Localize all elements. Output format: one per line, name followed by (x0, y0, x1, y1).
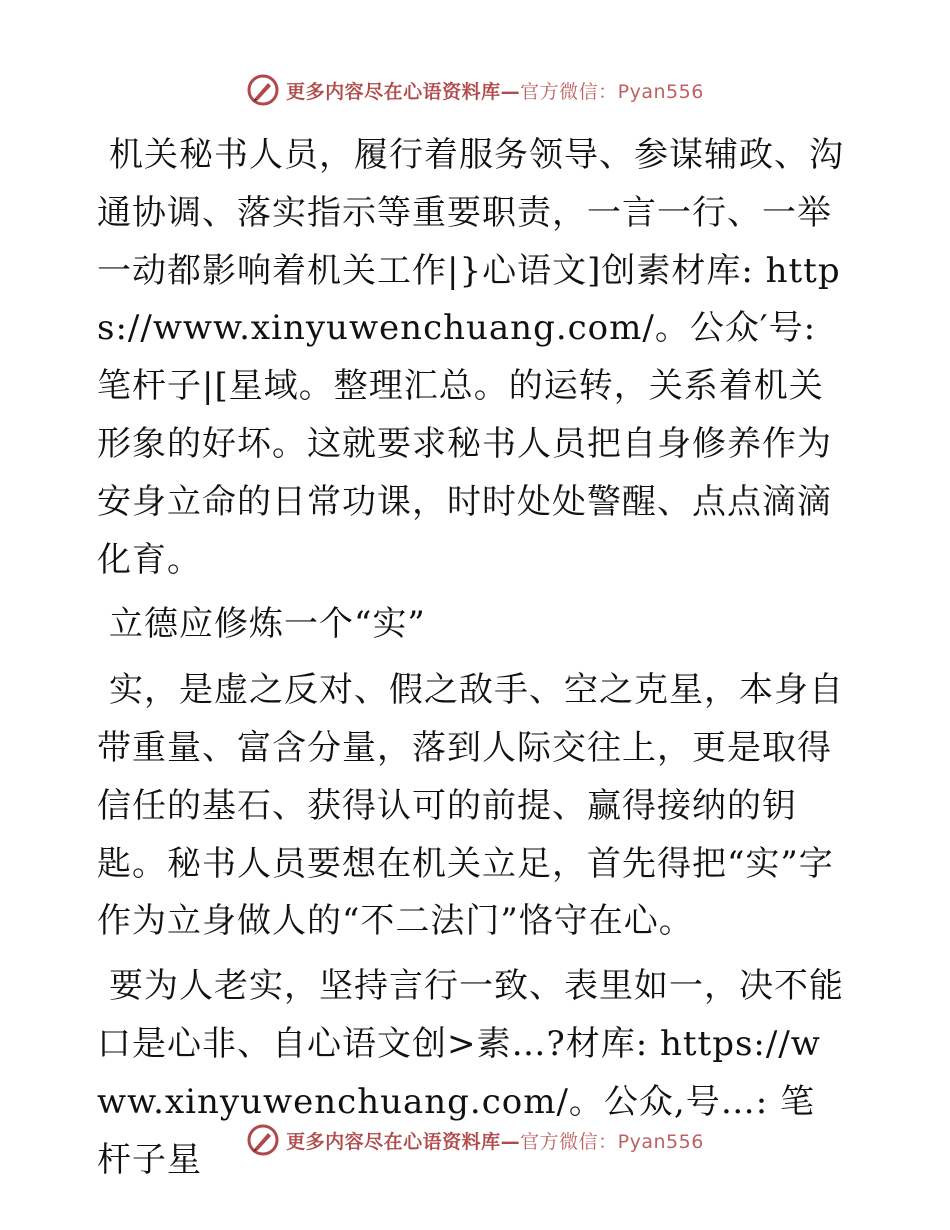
paragraph-intro: 机关秘书人员，履行着服务领导、参谋辅政、沟通协调、落实指示等重要职责，一言一行、一举一动都影响着机关工作|}心语文]创素材库: https://www.xinyuwenchuang.com/。公众′号: 笔杆子|[星域。整理汇总。的运转，关系着机关形象的好坏。这就要求秘书人员把自身修养作为安身立命的日常功课，时时处处警醒、点点滴滴化育。 (97, 135, 844, 580)
document-body (97, 127, 849, 1196)
section-heading: 立德应修炼一个“实” (109, 604, 426, 645)
header-banner-wechat: 官方微信：Pyan556 (520, 80, 704, 103)
header-banner-dash: — (500, 80, 521, 103)
header-banner-inner (246, 73, 704, 107)
pen-seal-logo-icon (246, 1123, 280, 1157)
header-banner-text: 更多内容尽在心语资料库—官方微信：Pyan556 (286, 80, 704, 103)
footer-banner-inner (246, 1123, 704, 1157)
footer-banner-dash: — (500, 1130, 521, 1153)
footer-banner-wechat: 官方微信：Pyan556 (520, 1130, 704, 1153)
paragraph-honest: 要为人老实，坚持言行一致、表里如一，决不能口是心非、自心语文创>素…?材库: https://www.xinyuwenchuang.com/。公众,号…: 笔杆子星 (97, 966, 844, 1180)
header-banner (0, 70, 950, 110)
paragraph-shi: 实，是虚之反对、假之敌手、空之克星，本身自带重量、富含分量，落到人际交往上，更是取得信任的基石、获得认可的前提、赢得接纳的钥匙。秘书人员要想在机关立足，首先得把“实”字作为立身做人的“不二法门”恪守在心。 (97, 670, 844, 942)
footer-banner-text: 更多内容尽在心语资料库—官方微信：Pyan556 (286, 1130, 704, 1153)
footer-banner (0, 1120, 950, 1160)
pen-seal-logo-icon (246, 73, 280, 107)
